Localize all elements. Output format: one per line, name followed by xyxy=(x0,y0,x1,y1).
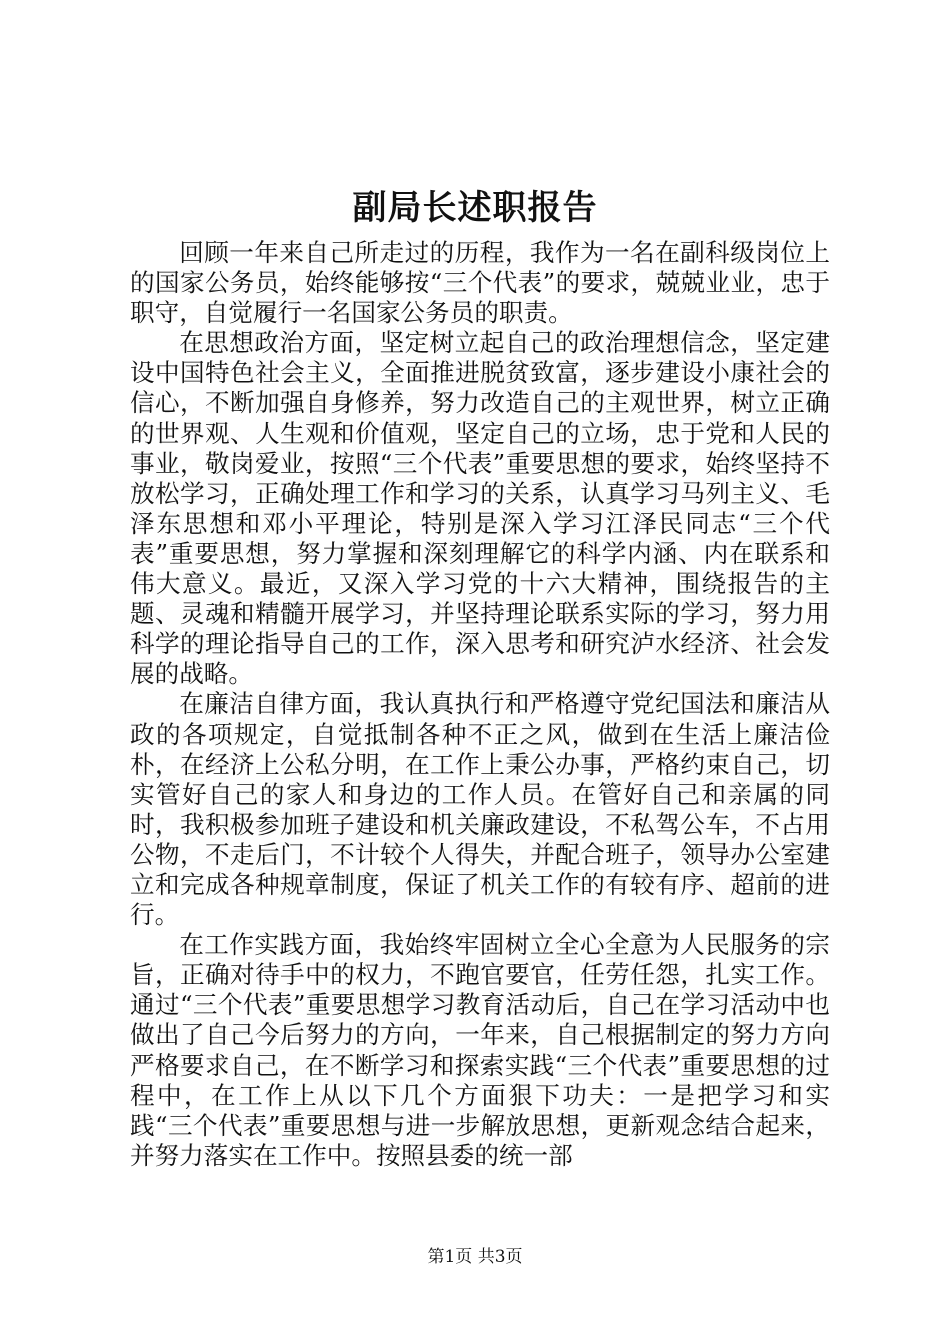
paragraph-intro: 回顾一年来自己所走过的历程，我作为一名在副科级岗位上的国家公务员，始终能够按“三个代表”的要求，兢兢业业，忠于职守，自觉履行一名国家公务员的职责。 xyxy=(130,238,830,328)
paragraph-political: 在思想政治方面，坚定树立起自己的政治理想信念，坚定建设中国特色社会主义，全面推进脱贫致富，逐步建设小康社会的信心，不断加强自身修养，努力改造自己的主观世界，树立正确的世界观、人生观和价值观，坚定自己的立场，忠于党和人民的事业，敬岗爱业，按照“三个代表”重要思想的要求，始终坚持不放松学习，正确处理工作和学习的关系，认真学习马列主义、毛泽东思想和邓小平理论，特别是深入学习江泽民同志“三个代表”重要思想，努力掌握和深刻理解它的科学内涵、内在联系和伟大意义。最近，又深入学习党的十六大精神，围绕报告的主题、灵魂和精髓开展学习，并坚持理论联系实际的学习，努力用科学的理论指导自己的工作，深入思考和研究泸水经济、社会发展的战略。 xyxy=(130,328,830,689)
paragraph-work-practice: 在工作实践方面，我始终牢固树立全心全意为人民服务的宗旨，正确对待手中的权力，不跑官要官，任劳任怨，扎实工作。通过“三个代表”重要思想学习教育活动后，自己在学习活动中也做出了自己今后努力的方向，一年来，自己根据制定的努力方向严格要求自己，在不断学习和探索实践“三个代表”重要思想的过程中，在工作上从以下几个方面狠下功夫：一是把学习和实践“三个代表”重要思想与进一步解放思想，更新观念结合起来，并努力落实在工作中。按照县委的统一部 xyxy=(130,930,830,1170)
paragraph-integrity: 在廉洁自律方面，我认真执行和严格遵守党纪国法和廉洁从政的各项规定，自觉抵制各种不正之风，做到在生活上廉洁俭朴，在经济上公私分明，在工作上秉公办事，严格约束自己，切实管好自己的家人和身边的工作人员。在管好自己和亲属的同时，我积极参加班子建设和机关廉政建设，不私驾公车，不占用公物，不走后门，不计较个人得失，并配合班子，领导办公室建立和完成各种规章制度，保证了机关工作的有较有序、超前的进行。 xyxy=(130,689,830,930)
document-title: 副局长述职报告 xyxy=(352,188,598,228)
document-body xyxy=(130,238,830,1171)
page-number-footer: 第1页 共3页 xyxy=(427,1247,523,1267)
